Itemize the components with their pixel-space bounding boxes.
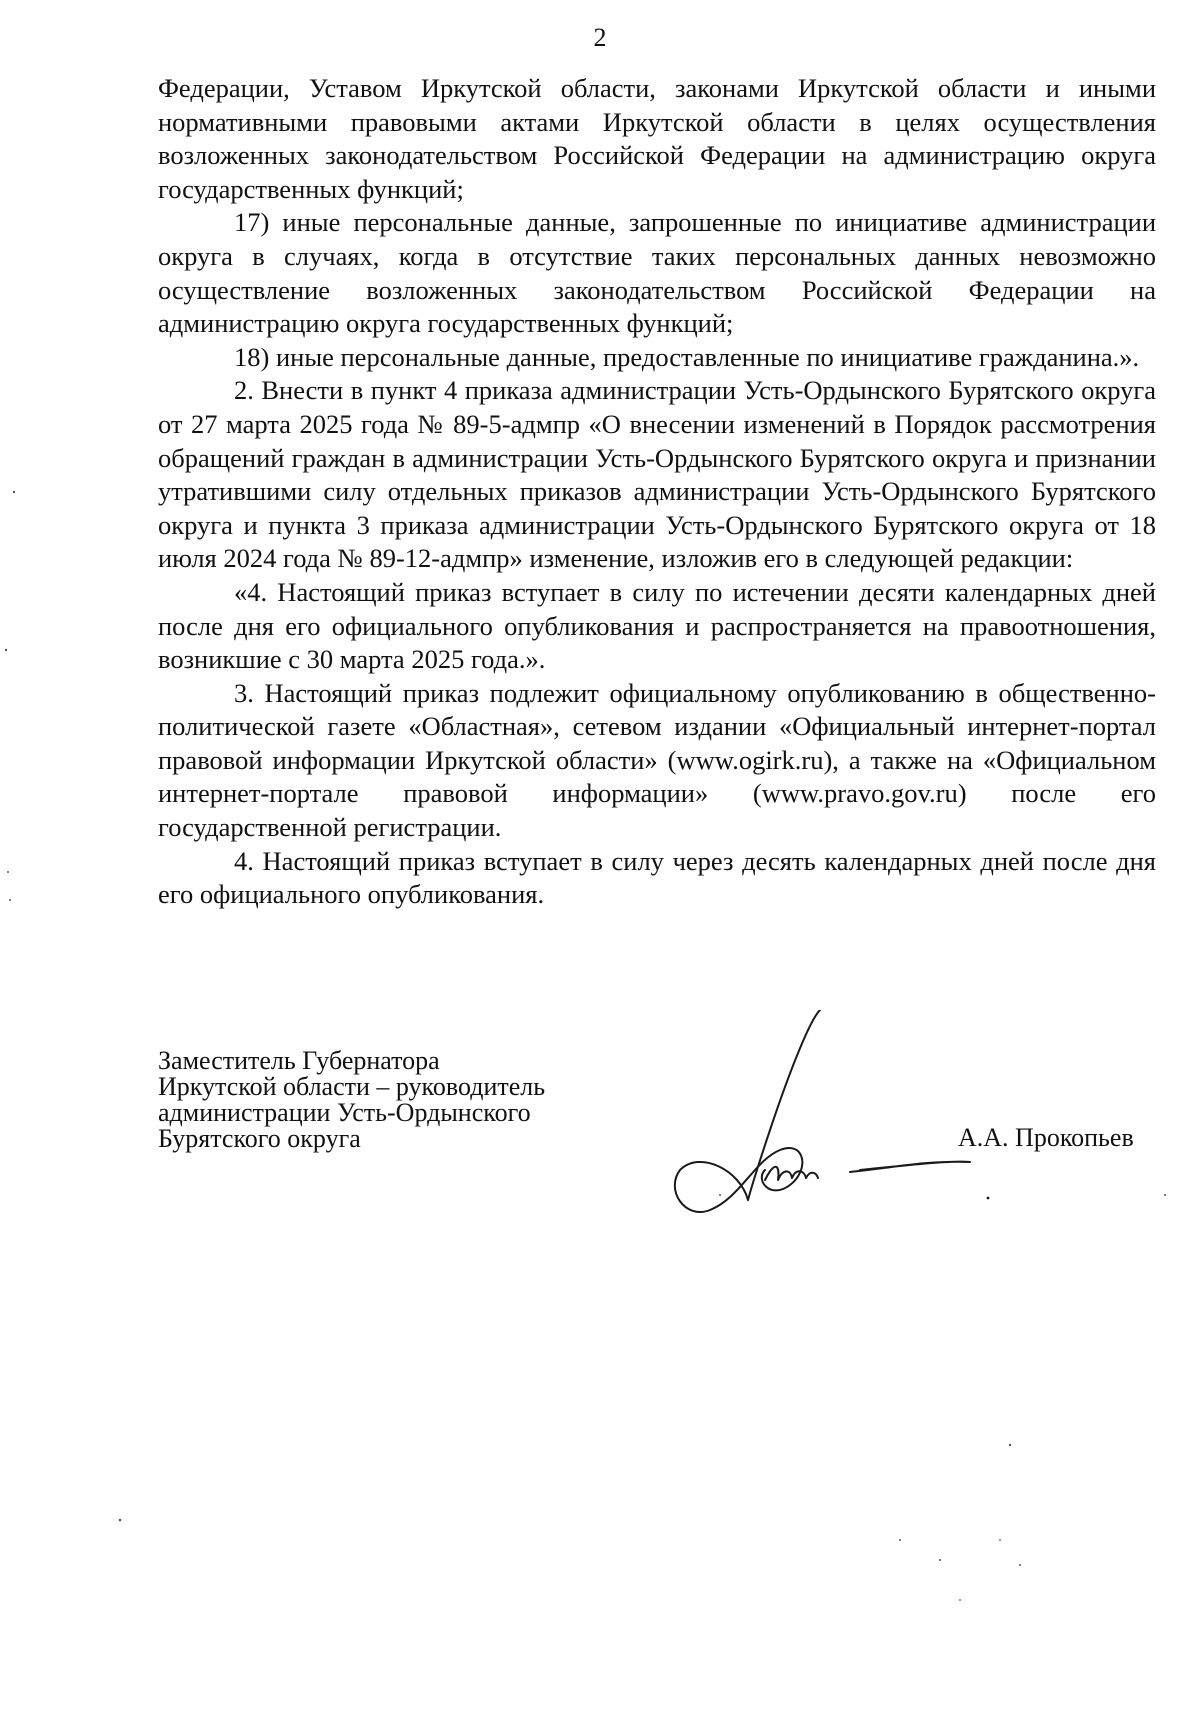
signatory-name: А.А. Прокопьев	[958, 1123, 1134, 1152]
signatory-position-line: Иркутской области – руководитель	[158, 1072, 546, 1101]
document-body	[158, 72, 1156, 912]
signatory-position-line: администрации Усть-Ордынского	[158, 1098, 531, 1127]
paragraph-item-18: 18) иные персональные данные, предоставленные по инициативе гражданина.».	[234, 341, 1140, 372]
paragraph-continuation: Федерации, Уставом Иркутской области, законами Иркутской области и иными нормативными правовыми актами Иркутской области в целях осуществления возложенных законодательством Российской Федерации на администрацию округа государственных функций;	[158, 73, 1156, 204]
signatory-position	[158, 1048, 545, 1152]
signatory-position-line: Бурятского округа	[158, 1124, 361, 1153]
paragraph-clause-3: 3. Настоящий приказ подлежит официальному опубликованию в общественно-политической газете «Областная», сетевом издании «Официальный интернет-портал правовой информации Иркутской области» (www.ogirk.ru), а также на «Официальном интернет-портале правовой информации» (www.pravo.gov.ru) после его государственной регистрации.	[158, 677, 1156, 843]
paragraph-clause-4: 4. Настоящий приказ вступает в силу через десять календарных дней после дня его официального опубликования.	[158, 845, 1156, 910]
page-number: 2	[593, 23, 607, 52]
paragraph-item-17: 17) иные персональные данные, запрошенные по инициативе администрации округа в случаях, когда в отсутствие таких персональных данных невозможно осуществление возложенных законодательством Российской Федерации на администрацию округа государственных функций;	[158, 207, 1156, 339]
paragraph-clause-2: 2. Внести в пункт 4 приказа администрации Усть-Ордынского Бурятского округа от 27 марта 2025 года № 89-5-адмпр «О внесении изменений в Порядок рассмотрения обращений граждан в администрации Усть-Ордынского Бурятского округа и признании утратившими силу отдельных приказов администрации Усть-Ордынского Бурятского округа и пункта 3 приказа администрации Усть-Ордынского Бурятского округа от 18 июля 2024 года № 89-12-адмпр» изменение, изложив его в следующей редакции:	[158, 375, 1156, 574]
paragraph-quoted-clause-4: «4. Настоящий приказ вступает в силу по истечении десяти календарных дней после дня его официального опубликования и распространяется на правоотношения, возникшие с 30 марта 2025 года.».	[158, 576, 1156, 675]
signatory-position-line: Заместитель Губернатора	[158, 1046, 440, 1075]
